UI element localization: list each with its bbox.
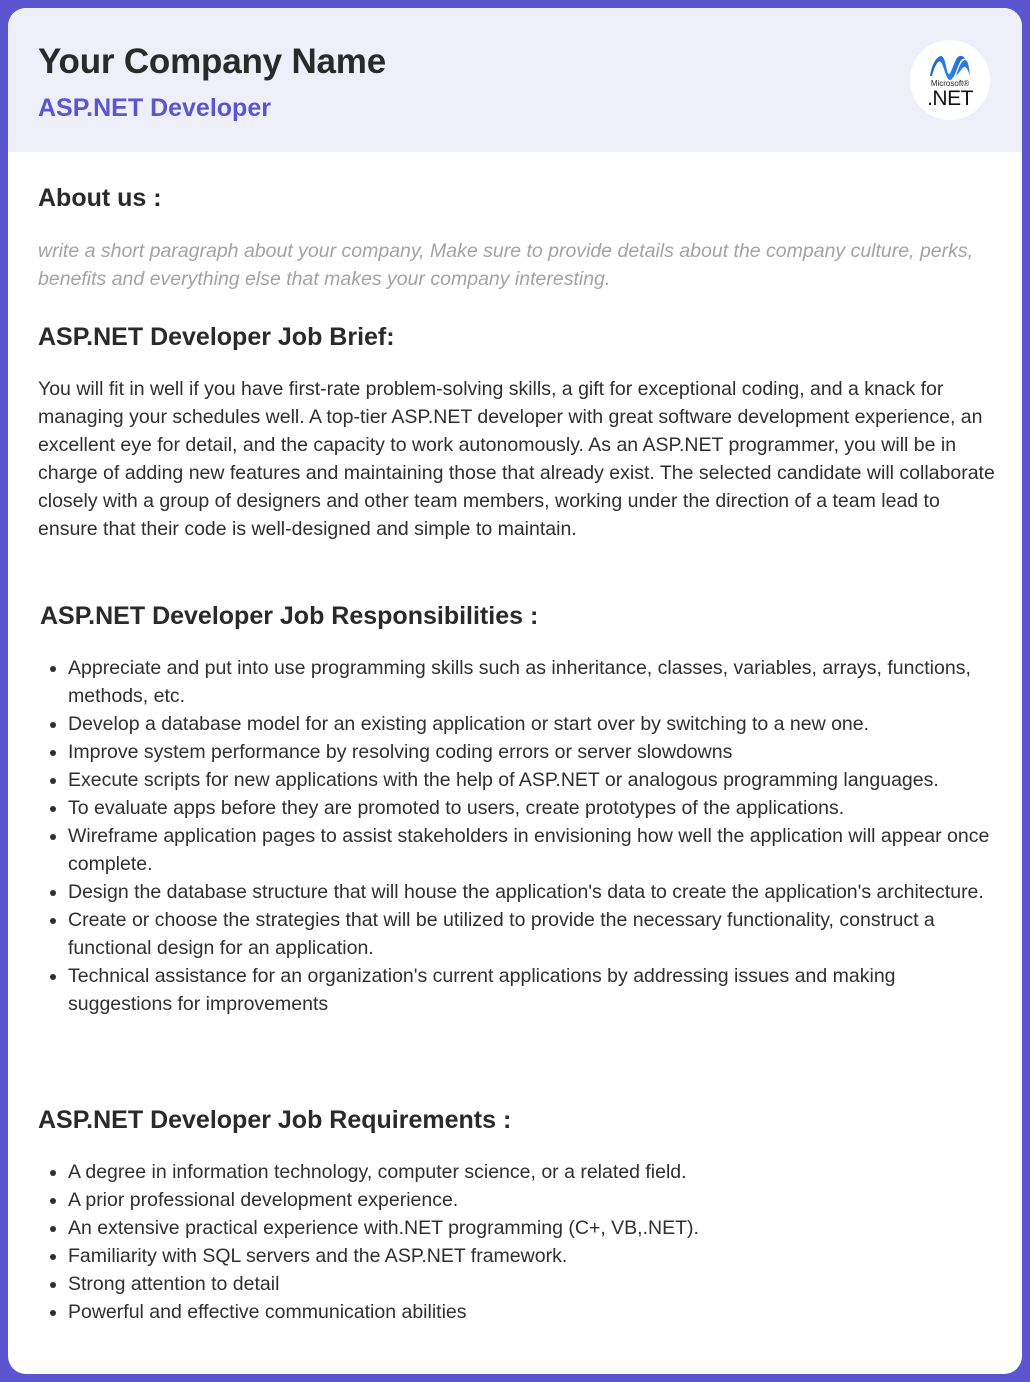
list-item: Appreciate and put into use programming skills such as inheritance, classes, variables, arrays, functions, methods, etc. bbox=[68, 654, 998, 710]
list-item: Strong attention to detail bbox=[68, 1270, 998, 1298]
requirements-heading: ASP.NET Developer Job Requirements : bbox=[38, 1106, 512, 1134]
logo-microsoft-text: Microsoft® bbox=[930, 79, 970, 88]
list-item: Improve system performance by resolving coding errors or server slowdowns bbox=[68, 738, 998, 766]
list-item: Create or choose the strategies that will be utilized to provide the necessary functionality, construct a functional design for an application. bbox=[68, 906, 998, 962]
list-item: Develop a database model for an existing application or start over by switching to a new one. bbox=[68, 710, 998, 738]
list-item: To evaluate apps before they are promoted to users, create prototypes of the applications. bbox=[68, 794, 998, 822]
list-item: Design the database structure that will house the application's data to create the application's architecture. bbox=[68, 878, 998, 906]
job-title: ASP.NET Developer bbox=[38, 94, 271, 122]
list-item: A prior professional development experience. bbox=[68, 1186, 998, 1214]
list-item: Powerful and effective communication abilities bbox=[68, 1298, 998, 1326]
list-item: A degree in information technology, computer science, or a related field. bbox=[68, 1158, 998, 1186]
list-item: Execute scripts for new applications with the help of ASP.NET or analogous programming languages. bbox=[68, 766, 998, 794]
brief-text: You will fit in well if you have first-rate problem-solving skills, a gift for exceptional coding, and a knack for managing your schedules well. A top-tier ASP.NET developer with great software development experience, an excellent eye for detail, and the capacity to work autonomously. As an ASP.NET programmer, you will be in charge of adding new features and maintaining those that already exist. The selected candidate will collaborate closely with a group of designers and other team members, working under the direction of a team lead to ensure that their code is well-designed and simple to maintain. bbox=[38, 378, 995, 540]
company-name: Your Company Name bbox=[38, 42, 386, 81]
requirements-list bbox=[38, 1158, 998, 1326]
responsibilities-list bbox=[38, 654, 998, 1018]
brief-heading: ASP.NET Developer Job Brief: bbox=[38, 323, 395, 351]
list-item: An extensive practical experience with.NET programming (C+, VB,.NET). bbox=[68, 1214, 998, 1242]
list-item: Technical assistance for an organization's current applications by addressing issues and making suggestions for improvements bbox=[68, 962, 998, 1018]
about-heading: About us : bbox=[38, 184, 162, 212]
list-item: Wireframe application pages to assist stakeholders in envisioning how well the application will appear once complete. bbox=[68, 822, 998, 878]
dotnet-logo bbox=[910, 40, 990, 120]
list-item: Familiarity with SQL servers and the ASP.NET framework. bbox=[68, 1242, 998, 1270]
responsibilities-heading: ASP.NET Developer Job Responsibilities : bbox=[40, 602, 539, 630]
logo-net-text: .NET bbox=[927, 87, 973, 110]
header bbox=[8, 8, 1022, 152]
job-description-card bbox=[8, 8, 1022, 1374]
about-text: write a short paragraph about your company, Make sure to provide details about the company culture, perks, benefits and everything else that makes your company interesting. bbox=[38, 240, 974, 290]
